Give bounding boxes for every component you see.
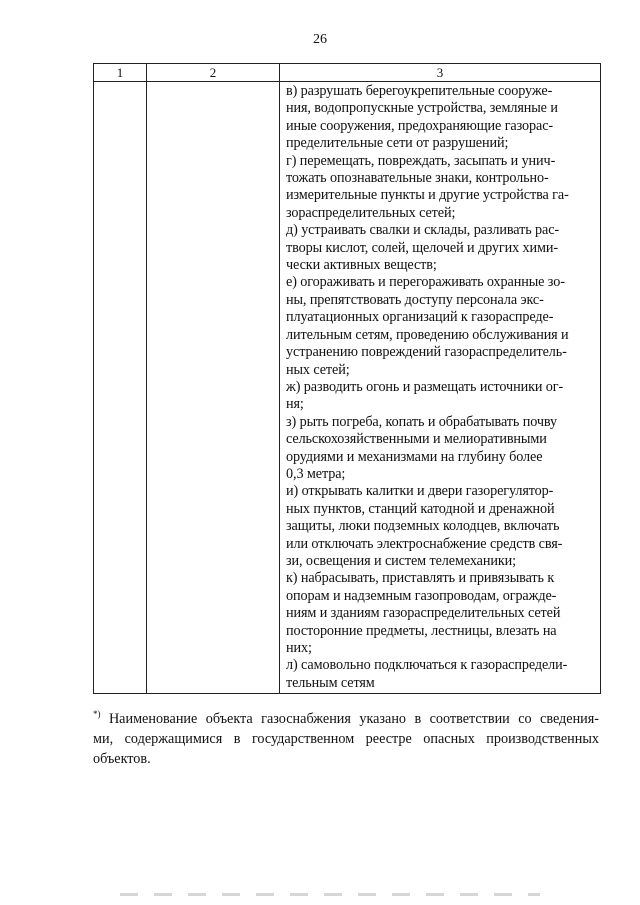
list-line: измерительные пункты и другие устройства га- [286,187,569,204]
list-line: тельным сетям [286,674,375,691]
list-line: д) устраивать свалки и склады, разливать рас- [286,222,560,239]
footnote-line: объектов. [93,751,151,767]
list-line: лительным сетям, проведению обслуживания и [286,326,569,343]
list-line: ня; [286,396,304,413]
header-col-2: 2 [147,64,280,82]
footnote [93,709,599,769]
list-line: орудиями и механизмами на глубину более [286,448,543,465]
prohibitions-list [280,82,600,693]
list-line: ных сетей; [286,361,350,378]
list-line: к) набрасывать, приставлять и привязывать к [286,570,555,587]
list-line: ниям и зданиям газораспределительных сетей [286,605,561,622]
list-line: в) разрушать берегоукрепительные сооруже- [286,83,553,99]
list-line: или отключать электроснабжение средств свя- [286,535,563,552]
list-line: чески активных веществ; [286,257,437,274]
list-line: л) самовольно подключаться к газораспредели- [286,657,568,674]
footnote-marker: *) [93,709,101,719]
list-line: зи, освещения и систем телемеханики; [286,552,516,569]
list-line: опорам и надземным газопроводам, огражде- [286,587,557,604]
list-line: защиты, люки подземных колодцев, включать [286,518,560,535]
list-line: устранению повреждений газораспределитель- [286,344,567,361]
list-line: ж) разводить огонь и размещать источники ог- [286,378,564,395]
list-line: тожать опознавательные знаки, контрольно- [286,170,549,187]
list-line: иные сооружения, предохраняющие газорас- [286,117,554,134]
list-line: творы кислот, солей, щелочей и других хими- [286,239,559,256]
list-line: плуатационных организаций к газораспреде- [286,309,554,326]
cell-col-2 [147,82,280,694]
cell-col-3 [280,82,601,694]
table-row [94,82,601,694]
list-line: ных пунктов, станций катодной и дренажной [286,500,555,517]
list-line: е) огораживать и перегораживать охранные зо- [286,274,565,291]
list-line: ны, препятствовать доступу персонала экс- [286,291,544,308]
list-line: зораспределительных сетей; [286,204,456,221]
footnote-text: Наименование объекта газоснабжения указано в соответствии со сведения- [108,711,599,727]
document-table [93,63,601,694]
scan-artifact-strip [120,893,540,896]
table-header-row [94,64,601,82]
list-line: них; [286,640,312,656]
list-line: сельскохозяйственными и мелиоративными [286,431,547,448]
footnote-line [93,709,599,729]
list-line: и) открывать калитки и двери газорегулятор- [286,483,554,500]
page-number: 26 [313,32,327,47]
cell-col-1 [94,82,147,694]
list-line: 0,3 метра; [286,465,346,482]
header-col-3: 3 [280,64,601,82]
header-col-1: 1 [94,64,147,82]
list-line: пределительные сети от разрушений; [286,135,509,152]
footnote-line: ми, содержащимися в государственном реестре опасных производственных [93,731,599,747]
list-line: посторонние предметы, лестницы, влезать на [286,622,557,639]
list-line: ния, водопропускные устройства, земляные и [286,100,558,117]
list-line: з) рыть погреба, копать и обрабатывать почву [286,413,557,430]
list-line: г) перемещать, повреждать, засыпать и унич- [286,152,556,169]
